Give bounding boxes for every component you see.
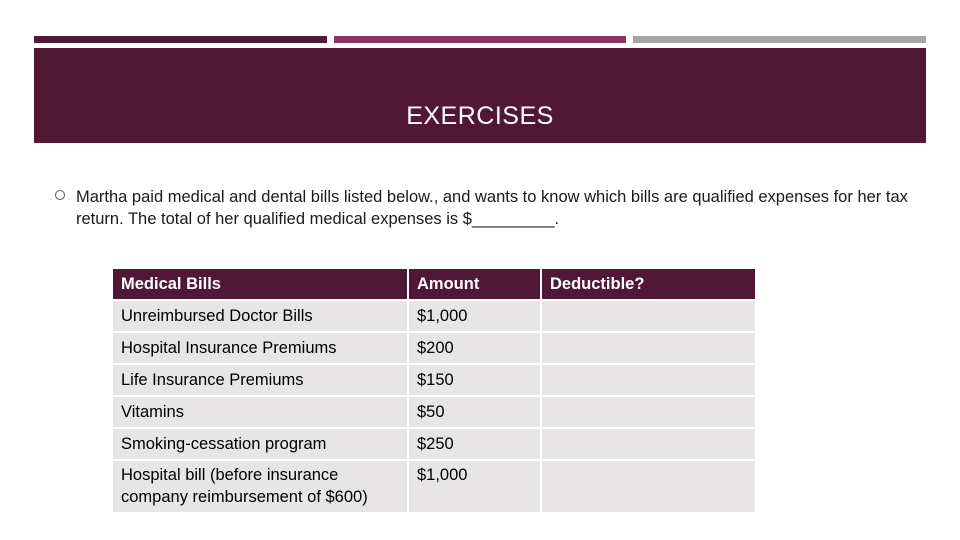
bill-amount: $50: [409, 397, 540, 427]
header-deductible: Deductible?: [542, 269, 755, 299]
table-row: [113, 461, 755, 512]
bill-name: Vitamins: [113, 397, 407, 427]
bill-name: Hospital bill (before insurance company reimbursement of $600): [113, 461, 407, 512]
table-header-row: [113, 269, 755, 299]
bill-amount: $150: [409, 365, 540, 395]
bullet-text: Martha paid medical and dental bills listed below., and wants to know which bills are qualified expenses for her tax return. The total of her qualified medical expenses is $_________.: [76, 188, 908, 228]
bullet-item: [55, 186, 915, 230]
hollow-circle-bullet-icon: [55, 190, 65, 200]
bill-deductible: [542, 301, 755, 331]
bill-deductible: [542, 461, 755, 512]
bill-amount: $1,000: [409, 461, 540, 512]
bill-deductible: [542, 333, 755, 363]
medical-bills-table: [111, 267, 757, 514]
table-row: [113, 365, 755, 395]
table-row: [113, 429, 755, 459]
bill-deductible: [542, 429, 755, 459]
bill-name: Unreimbursed Doctor Bills: [113, 301, 407, 331]
header-amount: Amount: [409, 269, 540, 299]
bill-name: Smoking-cessation program: [113, 429, 407, 459]
table-row: [113, 397, 755, 427]
bill-amount: $200: [409, 333, 540, 363]
bill-name: Life Insurance Premiums: [113, 365, 407, 395]
decorative-stripe-middle: [334, 36, 626, 43]
table-row: [113, 333, 755, 363]
bill-deductible: [542, 365, 755, 395]
bill-amount: $1,000: [409, 301, 540, 331]
slide-title: EXERCISES: [406, 102, 554, 130]
bill-deductible: [542, 397, 755, 427]
bill-name: Hospital Insurance Premiums: [113, 333, 407, 363]
header-medical-bills: Medical Bills: [113, 269, 407, 299]
decorative-stripe-right: [633, 36, 926, 43]
decorative-stripe-left: [34, 36, 327, 43]
bill-amount: $250: [409, 429, 540, 459]
table-row: [113, 301, 755, 331]
